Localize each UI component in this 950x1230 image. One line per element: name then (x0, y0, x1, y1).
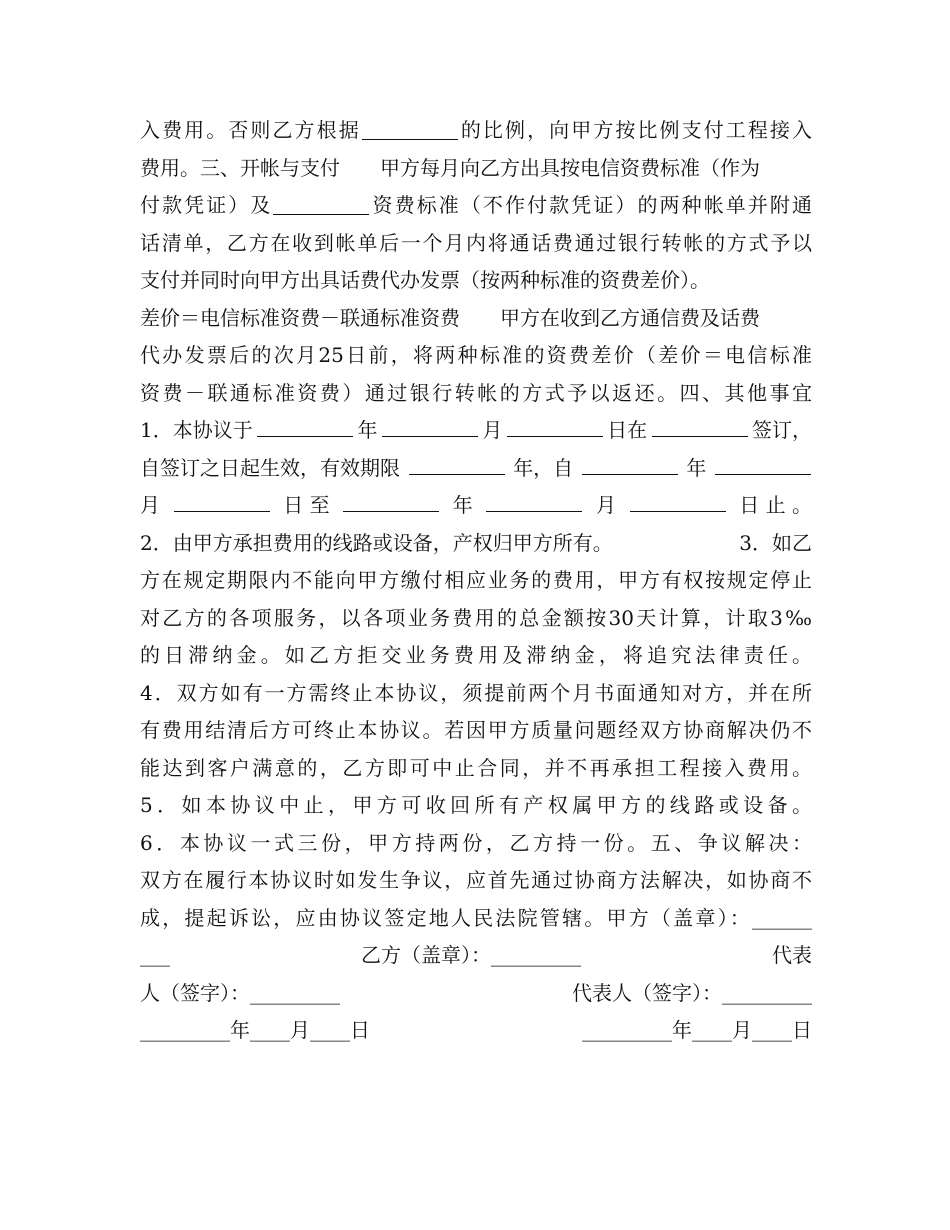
text-line: 差价＝电信标准资费－联通标准资费 甲方在收到乙方通信费及话费 (140, 305, 760, 330)
blank-field (652, 412, 748, 437)
text-line: 有费用结清后方可终止本协议。若因甲方质量问题经双方协商解决仍不 (140, 718, 812, 742)
text-line: 代办发票后的次月25日前，将两种标准的资费差价（差价＝电信标准 (140, 343, 812, 367)
text-line: 方在规定期限内不能向甲方缴付相应业务的费用，甲方有权按规定停止 (140, 568, 812, 592)
date-line: _________年____月____日 _________年____月____日 (140, 1018, 812, 1042)
blank-field (174, 487, 270, 512)
text-line: 月 日 至 年 月 日 止 。 (140, 487, 812, 525)
signature-line: 人（签字）：_________ 代表人（签字）：_________ (140, 980, 812, 1005)
text-line: 对乙方的各项服务，以各项业务费用的总金额按30天计算，计取3‰ (140, 605, 812, 630)
text-line: 6．本协议一式三份，甲方持两份，乙方持一份。五、争议解决： (140, 830, 812, 855)
text-line: 入费用。否则乙方根据 的比例，向甲方按比例支付工程接入 (140, 112, 812, 150)
blank-field (343, 487, 439, 512)
blank-field (257, 412, 353, 437)
contract-body (140, 112, 812, 1050)
blank-field (409, 450, 505, 475)
blank-field (273, 190, 369, 215)
text-line: 能达到客户满意的，乙方即可中止合同，并不再承担工程接入费用。 (140, 755, 812, 780)
text-line: 1．本协议于 年 月 日在 签订， (140, 412, 812, 450)
text-line: 支付并同时向甲方出具话费代办发票（按两种标准的资费差价）。 (140, 268, 710, 292)
blank-field (362, 115, 458, 140)
blank-field (382, 412, 478, 437)
text-line: 付款凭证）及 资费标准（不作付款凭证）的两种帐单并附通 (140, 187, 812, 225)
text-line: 2．由甲方承担费用的线路或设备，产权归甲方所有。 3．如乙 (140, 530, 812, 555)
text-line: 自签订之日起生效，有效期限 年，自 年 (140, 450, 812, 488)
blank-field (507, 412, 603, 437)
blank-field (486, 487, 582, 512)
text-line: 4．双方如有一方需终止本协议，须提前两个月书面通知对方，并在所 (140, 680, 812, 705)
blank-field (630, 487, 726, 512)
text-line: 费用。三、开帐与支付 甲方每月向乙方出具按电信资费标准（作为 (140, 155, 760, 180)
text-line: 5．如本协议中止，甲方可收回所有产权属甲方的线路或设备。 (140, 793, 812, 817)
blank-field (715, 450, 811, 475)
signature-line: ___ 乙方（盖章）：_________ 代表 (140, 943, 812, 967)
text-line: 双方在履行本协议时如发生争议，应首先通过协商方法解决，如协商不 (140, 868, 812, 892)
text-line: 资费－联通标准资费）通过银行转帐的方式予以返还。四、其他事宜 (140, 380, 812, 405)
text-line: 的日滞纳金。如乙方拒交业务费用及滞纳金，将追究法律责任。 (140, 643, 812, 667)
text-line: 话清单，乙方在收到帐单后一个月内将通话费通过银行转帐的方式予以 (140, 230, 812, 255)
blank-field (582, 450, 678, 475)
text-line: 成，提起诉讼，应由协议签定地人民法院管辖。甲方（盖章）：______ (140, 905, 812, 930)
